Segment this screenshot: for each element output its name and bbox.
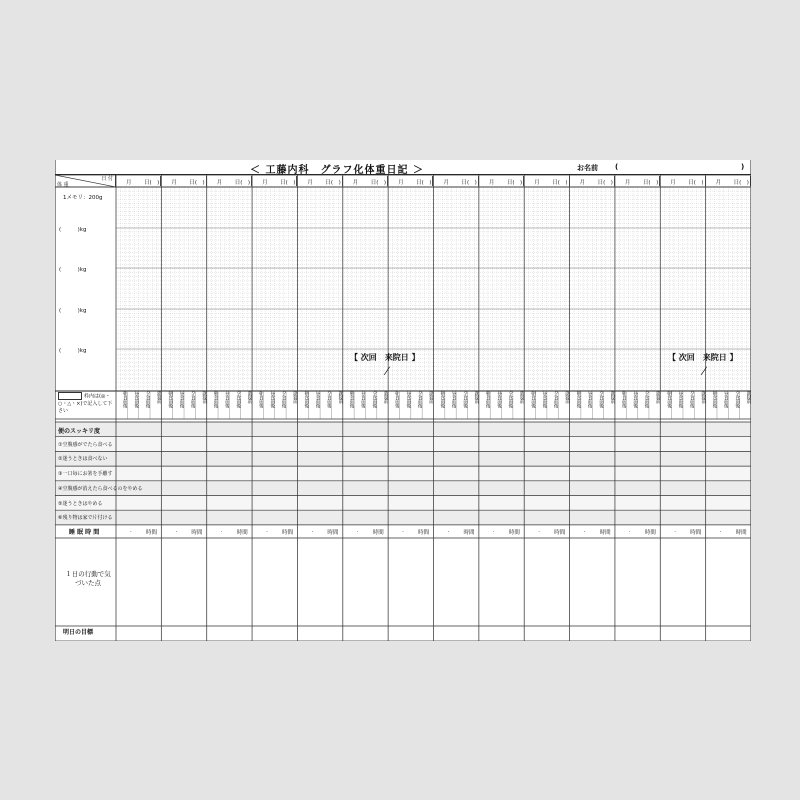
meal-cell[interactable]: 夕食前後: [598, 391, 604, 408]
meal-cell[interactable]: 昼食前後: [632, 391, 638, 408]
sleep-unit: 時間: [554, 530, 566, 536]
month-label: 月: [398, 180, 404, 186]
sleep-unit: 時間: [236, 530, 248, 536]
meal-cell[interactable]: 朝食前後: [439, 391, 445, 408]
meal-cell[interactable]: 朝食前後: [485, 391, 491, 408]
meal-cell[interactable]: 朝食前後: [303, 391, 309, 408]
habit-row-label: ⑤迷うときはやめる: [58, 500, 103, 507]
meal-cell[interactable]: 夕食前後: [689, 391, 695, 408]
month-label: 月: [126, 180, 132, 186]
sleep-cell[interactable]: [660, 524, 705, 538]
name-label: お名前: [577, 164, 598, 172]
month-label: 月: [171, 180, 177, 186]
sleep-dot: .: [266, 528, 268, 534]
sleep-cell[interactable]: [343, 524, 388, 538]
sleep-cell[interactable]: [207, 524, 252, 538]
sleep-unit: 時間: [735, 530, 747, 536]
day-label: 日( ): [552, 180, 568, 186]
habit-row-label: ②迷うときは食べない: [58, 456, 108, 463]
meal-cell[interactable]: 昼食前後: [451, 391, 457, 408]
sleep-unit: 時間: [599, 530, 611, 536]
meal-cell[interactable]: 就寝前: [428, 391, 434, 404]
meal-cell[interactable]: 就寝前: [564, 391, 570, 404]
meal-cell[interactable]: 昼食前後: [133, 391, 139, 408]
meal-cell[interactable]: 就寝前: [700, 391, 706, 404]
meal-cell[interactable]: 昼食前後: [541, 391, 547, 408]
sleep-dot: .: [311, 528, 314, 534]
notes-label: １日の行動で気づいた点: [65, 570, 111, 587]
meal-cell[interactable]: 夕食前後: [462, 391, 468, 408]
sleep-dot: .: [175, 528, 178, 534]
sleep-cell[interactable]: [297, 524, 342, 538]
meal-cell[interactable]: 夕食前後: [326, 391, 332, 408]
day-label: 日( ): [280, 180, 296, 186]
sleep-cell[interactable]: [116, 524, 161, 538]
instruction-box: [58, 392, 82, 400]
meal-cell[interactable]: 夕食前後: [281, 391, 287, 408]
sleep-dot: .: [356, 528, 359, 534]
meal-cell[interactable]: 朝食前後: [530, 391, 536, 408]
month-label: 月: [715, 180, 722, 186]
sleep-dot: .: [130, 528, 132, 534]
meal-cell[interactable]: 朝食前後: [711, 391, 717, 408]
meal-cell[interactable]: 就寝前: [247, 391, 253, 404]
day-label: 日( ): [688, 180, 704, 186]
sleep-cell[interactable]: [524, 524, 569, 538]
day-label: 日( ): [370, 180, 387, 186]
sleep-unit: 時間: [418, 530, 430, 536]
meal-cell[interactable]: 朝食前後: [122, 391, 128, 408]
meal-cell[interactable]: 昼食前後: [179, 391, 185, 408]
sleep-cell[interactable]: [388, 524, 433, 538]
scale-label: 1メモリ：200g: [63, 195, 103, 201]
sleep-cell[interactable]: [161, 524, 206, 538]
sleep-label: 睡 眠 時 間: [69, 529, 100, 536]
sleep-dot: .: [220, 528, 223, 534]
month-label: 月: [262, 180, 268, 186]
day-label: 日( ): [642, 180, 659, 186]
month-label: 月: [443, 180, 450, 186]
name-paren-open: (: [615, 163, 619, 171]
meal-cell[interactable]: 就寝前: [383, 391, 389, 404]
meal-cell[interactable]: 夕食前後: [734, 391, 740, 408]
sleep-dot: .: [402, 528, 404, 534]
meal-cell[interactable]: 昼食前後: [315, 391, 321, 408]
meal-cell[interactable]: 朝食前後: [349, 391, 355, 408]
month-label: 月: [534, 180, 540, 186]
day-label: 日( ): [189, 180, 205, 186]
day-label: 日( ): [144, 180, 160, 186]
sleep-unit: 時間: [508, 530, 520, 536]
sleep-unit: 時間: [327, 530, 339, 536]
visit-slash-2: /: [699, 366, 708, 377]
sleep-cell[interactable]: [706, 524, 751, 538]
day-label: 日( ): [506, 180, 523, 186]
meal-cell[interactable]: 朝食前後: [394, 391, 400, 408]
meal-cell[interactable]: 夕食前後: [145, 391, 150, 408]
meal-cell[interactable]: 昼食前後: [405, 391, 411, 408]
habit-row-label: 便のスッキリ度: [58, 428, 100, 435]
meal-cell[interactable]: 就寝前: [745, 391, 751, 404]
kg-label-2[interactable]: ( )kg: [59, 267, 87, 273]
meal-cell[interactable]: 就寝前: [519, 391, 525, 404]
meal-cell[interactable]: 昼食前後: [269, 391, 275, 408]
meal-cell[interactable]: 就寝前: [292, 391, 298, 404]
meal-cell[interactable]: 就寝前: [655, 391, 661, 404]
meal-cell[interactable]: 夕食前後: [643, 391, 649, 408]
sleep-dot: .: [583, 528, 586, 534]
sleep-dot: .: [492, 528, 495, 534]
visit-slash-1: /: [382, 366, 391, 377]
sleep-dot: .: [628, 528, 631, 534]
meal-cell[interactable]: 昼食前後: [360, 391, 366, 408]
meal-cell[interactable]: 夕食前後: [417, 391, 423, 408]
meal-cell[interactable]: 就寝前: [201, 391, 207, 404]
sleep-cell[interactable]: [570, 524, 615, 538]
habit-row-label: ⑥残り物は家で片付ける: [58, 515, 113, 522]
next-visit-label-2: 【 次回 来院日 】: [668, 353, 738, 362]
meal-cell[interactable]: 朝食前後: [666, 391, 672, 408]
goal-label: 明日の目標: [63, 629, 94, 636]
kg-label-1[interactable]: ( )kg: [59, 227, 87, 233]
corner-weight-label: 体 重: [57, 182, 69, 187]
month-label: 月: [216, 180, 223, 186]
sleep-unit: 時間: [191, 530, 203, 536]
month-label: 月: [488, 180, 495, 186]
meal-cell[interactable]: 朝食前後: [621, 391, 627, 408]
day-label: 日( ): [597, 180, 613, 186]
meal-cell[interactable]: 就寝前: [473, 391, 479, 404]
sleep-unit: 時間: [690, 530, 702, 536]
meal-cell[interactable]: 朝食前後: [213, 391, 219, 408]
corner-date-label: 日 付: [101, 176, 113, 182]
sleep-cell[interactable]: [615, 524, 660, 538]
meal-cell[interactable]: 昼食前後: [587, 391, 593, 408]
habit-row-label: ④空腹感が消えたら食べるのをやめる: [58, 485, 143, 492]
habit-row-label: ③一口毎にお箸を手離す: [58, 471, 113, 478]
month-label: 月: [579, 180, 586, 186]
meal-instruction: 枠内は(◎・○・△・×)で記入して下さい: [58, 393, 113, 414]
day-label: 日( ): [416, 180, 432, 186]
sleep-cell[interactable]: [434, 524, 479, 538]
sleep-dot: .: [538, 528, 540, 534]
month-label: 月: [670, 180, 676, 186]
sleep-unit: 時間: [372, 530, 384, 536]
kg-label-4[interactable]: ( )kg: [59, 348, 87, 354]
day-label: 日( ): [461, 180, 477, 186]
meal-cell[interactable]: 昼食前後: [723, 391, 729, 408]
next-visit-label-1: 【 次回 来院日 】: [350, 353, 420, 362]
meal-cell[interactable]: 朝食前後: [575, 391, 581, 408]
meal-cell[interactable]: 昼食前後: [496, 391, 502, 408]
meal-cell[interactable]: 夕食前後: [371, 391, 377, 408]
sleep-dot: .: [447, 528, 450, 534]
day-label: 日( ): [325, 180, 341, 186]
meal-cell[interactable]: 昼食前後: [677, 391, 683, 408]
meal-cell[interactable]: 就寝前: [609, 391, 615, 404]
sleep-cell[interactable]: [479, 524, 524, 538]
habit-row-label: ①空腹感がでたら食べる: [58, 441, 113, 448]
day-label: 日( ): [733, 180, 749, 186]
name-paren-close: ): [741, 163, 745, 171]
sleep-dot: .: [719, 528, 722, 534]
meal-cell[interactable]: 朝食前後: [167, 391, 173, 408]
meal-cell[interactable]: 夕食前後: [507, 391, 513, 408]
meal-cell[interactable]: 夕食前後: [190, 391, 196, 408]
month-label: 月: [352, 180, 359, 186]
sleep-unit: 時間: [282, 530, 294, 536]
month-label: 月: [307, 180, 313, 186]
meal-cell[interactable]: 夕食前後: [235, 391, 241, 408]
meal-cell[interactable]: 昼食前後: [224, 391, 230, 408]
kg-label-3[interactable]: ( )kg: [59, 308, 87, 314]
sleep-unit: 時間: [463, 530, 475, 536]
sleep-cell[interactable]: [252, 524, 297, 538]
weight-diary-sheet: [55, 160, 751, 641]
sleep-unit: 時間: [146, 530, 158, 536]
page-title: ＜ 工藤内科 グラフ化体重日記 ＞: [250, 165, 424, 176]
meal-cell[interactable]: 就寝前: [156, 391, 162, 404]
meal-cell[interactable]: 就寝前: [337, 391, 343, 404]
sleep-dot: .: [674, 528, 677, 534]
day-label: 日( ): [234, 180, 250, 186]
meal-cell[interactable]: 朝食前後: [258, 391, 264, 408]
sleep-unit: 時間: [644, 530, 656, 536]
meal-cell[interactable]: 夕食前後: [553, 391, 559, 408]
month-label: 月: [624, 180, 631, 186]
